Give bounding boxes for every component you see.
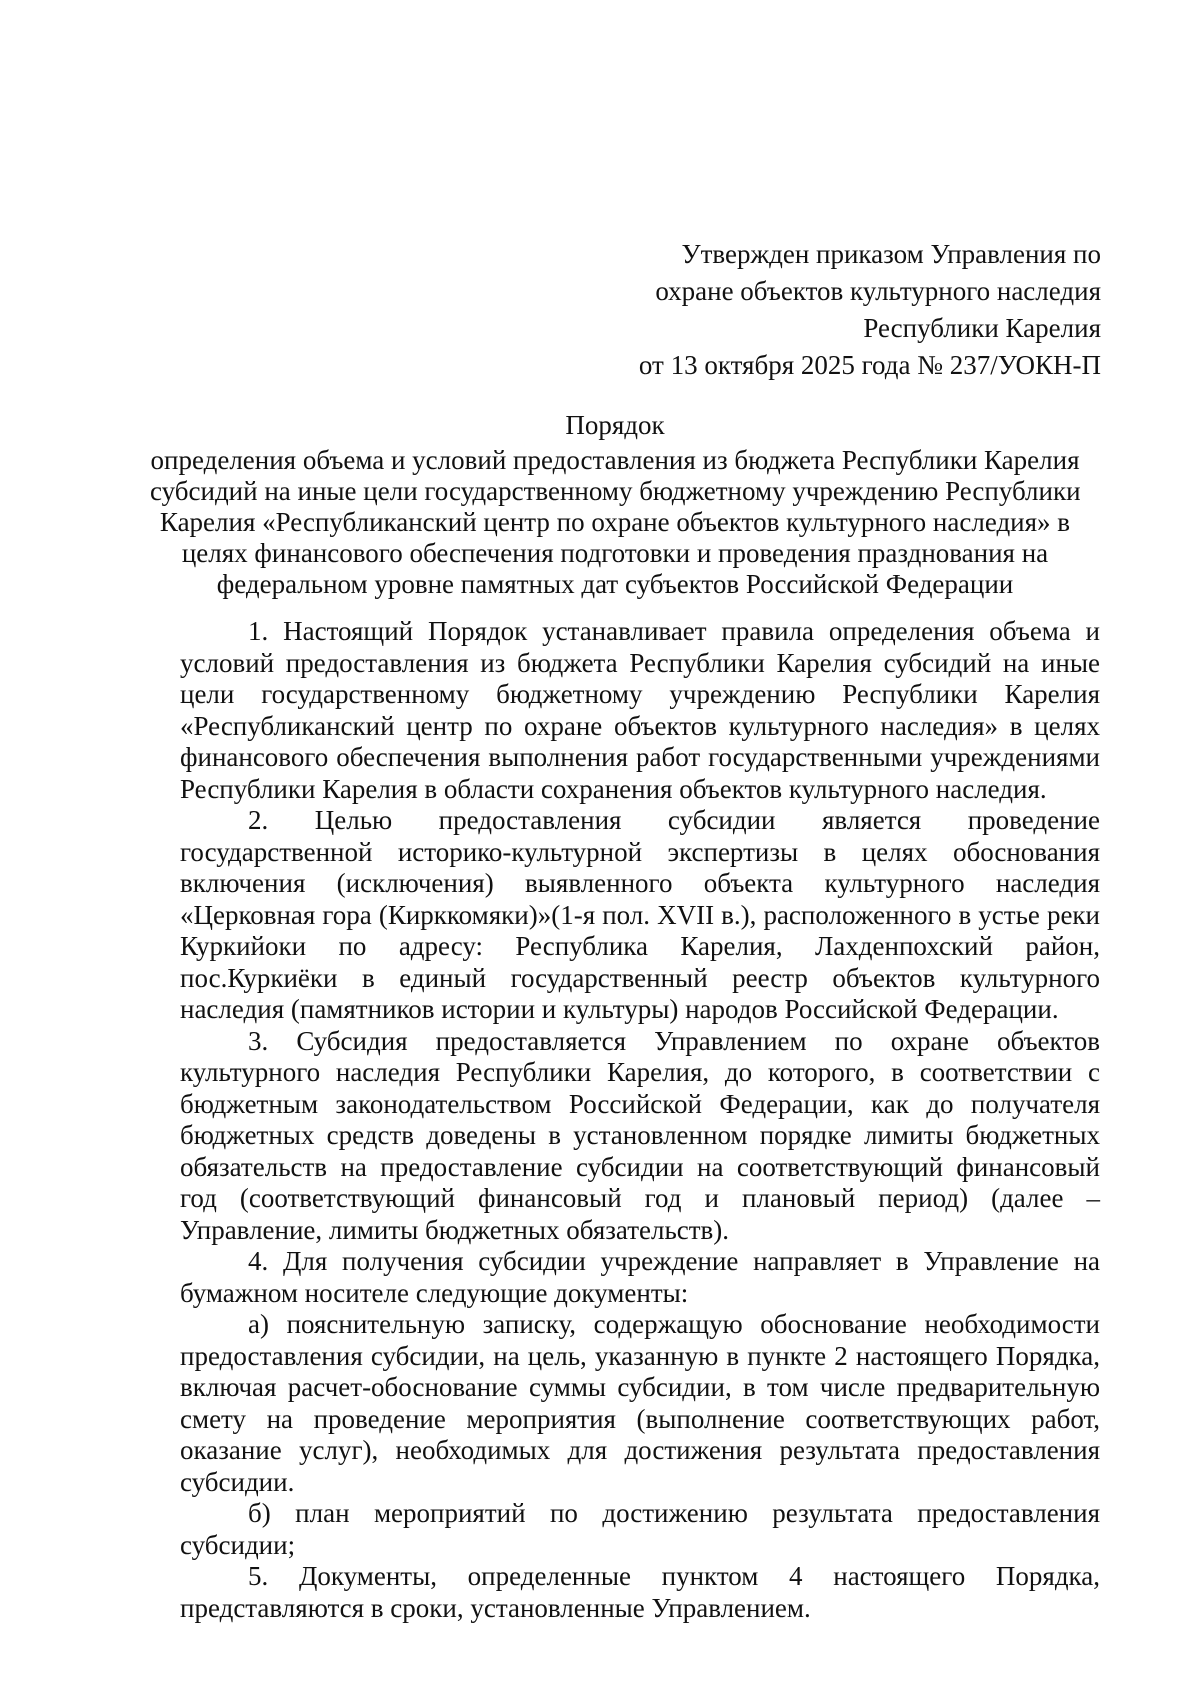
document-subtitle-line: Карелия «Республиканский центр по охране объектов культурного наследия» в	[159, 507, 1071, 537]
paragraph-1: 1. Настоящий Порядок устанавливает правила определения объема и условий предоставления из бюджета Республики Карелия субсидий на иные цели государственному бюджетному учреждению Республики Карелия «Республиканский центр по охране объектов культурного наследия» в целях финансового обеспечения выполнения работ государственными учреждениями Республики Карелия в области сохранения объектов культурного наследия.	[180, 616, 1100, 804]
document-subtitle-line: федеральном уровне памятных дат субъектов Российской Федерации	[216, 569, 1014, 599]
document-heading	[150, 410, 1080, 600]
paragraph-3: 3. Субсидия предоставляется Управлением по охране объектов культурного наследия Республики Карелия, до которого, в соответствии с бюджетным законодательством Российской Федерации, как до получателя бюджетных средств доведены в установленном порядке лимиты бюджетных обязательств на предоставление субсидии на соответствующий финансовый год (соответствующий финансовый год и плановый период) (далее – Управление, лимиты бюджетных обязательств).	[180, 1025, 1100, 1245]
paragraph-5: 5. Документы, определенные пунктом 4 настоящего Порядка, представляются в сроки, установленные Управлением.	[180, 1561, 1100, 1623]
document-subtitle-line: субсидий на иные цели государственному бюджетному учреждению Республики	[150, 476, 1081, 506]
approval-line: от 13 октября 2025 года № 237/УОКН-П	[638, 350, 1101, 380]
paragraph-4: 4. Для получения субсидии учреждение направляет в Управление на бумажном носителе следующие документы:	[180, 1246, 1100, 1308]
paragraph-4b: б) план мероприятий по достижению результата предоставления субсидии;	[180, 1498, 1100, 1560]
approval-line: охране объектов культурного наследия	[655, 276, 1101, 306]
approval-block	[639, 236, 1101, 384]
paragraph-2: 2. Целью предоставления субсидии является проведение государственной историко-культурной экспертизы в целях обоснования включения (исключения) выявленного объекта культурного наследия «Церковная гора (Кирккомяки)»(1-я пол. XVII в.), расположенного в устье реки Куркийоки по адресу: Республика Карелия, Лахденпохский район, пос.Куркиёки в единый государственный реестр объектов культурного наследия (памятников истории и культуры) народов Российской Федерации.	[180, 805, 1100, 1024]
document-body	[180, 616, 1100, 1624]
paragraph-4a: а) пояснительную записку, содержащую обоснование необходимости предоставления субсидии, на цель, указанную в пункте 2 настоящего Порядка, включая расчет-обоснование суммы субсидии, в том числе предварительную смету на проведение мероприятия (выполнение соответствующих работ, оказание услуг), необходимых для достижения результата предоставления субсидии.	[180, 1309, 1100, 1497]
approval-line: Республики Карелия	[863, 313, 1101, 343]
approval-line: Утвержден приказом Управления по	[681, 239, 1101, 269]
document-subtitle-line: определения объема и условий предоставления из бюджета Республики Карелия	[150, 445, 1080, 475]
document-subtitle-line: целях финансового обеспечения подготовки и проведения празднования на	[181, 538, 1049, 568]
document-title: Порядок	[565, 410, 665, 440]
